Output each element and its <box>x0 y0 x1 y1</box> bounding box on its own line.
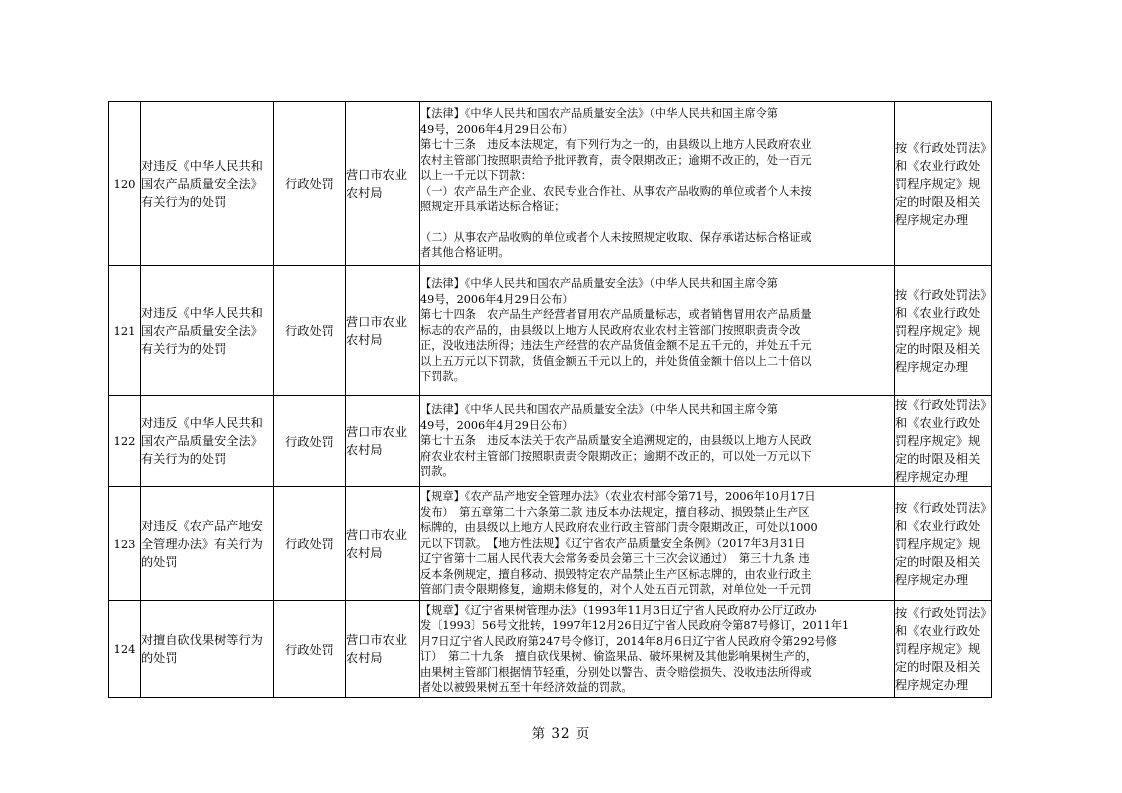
procedure-rule: 按《行政处罚法》和《农业行政处罚程序规定》规定的时限及相关程序规定办理 <box>895 601 992 698</box>
basis-line: 【法律】《中华人民共和国农产品质量安全法》（中华人民共和国主席令第 <box>420 107 778 121</box>
legal-basis <box>420 396 895 487</box>
basis-line: 农村主管部门按照职责给予批评教育，责令限期改正；逾期不改正的，处一百元 <box>420 153 812 167</box>
item-type: 行政处罚 <box>274 487 346 601</box>
basis-line: 标牌的，由县级以上地方人民政府农业行政主管部门责令限期改正，可处以1000 <box>420 521 818 535</box>
basis-line: 订） 第二十九条 擅自砍伐果树、偷盗果品、破坏果树及其他影响果树生产的， <box>420 650 818 663</box>
table-row <box>109 601 992 698</box>
table-row <box>109 487 992 601</box>
basis-line: 下罚款。 <box>420 370 465 384</box>
basis-line: 月7日辽宁省人民政府第247号令修订，2014年8月6日辽宁省人民政府令第292号修 <box>420 634 837 648</box>
basis-line: 正，没收违法所得；违法生产经营的农产品货值金额不足五千元的，并处五千元 <box>420 339 812 353</box>
basis-line: 者处以被毁果树五至十年经济效益的罚款。 <box>420 681 633 694</box>
item-name: 对违反《农产品产地安全管理办法》有关行为的处罚 <box>141 487 274 601</box>
department: 营口市农业农村局 <box>346 102 420 266</box>
procedure-rule: 按《行政处罚法》和《农业行政处罚程序规定》规定的时限及相关程序规定办理 <box>895 487 992 601</box>
table-row <box>109 396 992 487</box>
basis-line: 管部门责令限期修复，逾期未修复的，对个人处五百元罚款，对单位处一千元罚 <box>420 583 812 597</box>
basis-line: 第七十四条 农产品生产经营者冒用农产品质量标志，或者销售冒用农产品质量 <box>420 308 812 322</box>
department: 营口市农业农村局 <box>346 396 420 487</box>
basis-line: 照规定开具承诺达标合格证； <box>420 200 566 214</box>
department: 营口市农业农村局 <box>346 266 420 396</box>
item-name: 对擅自砍伐果树等行为的处罚 <box>141 601 274 698</box>
table-row <box>109 102 992 266</box>
basis-line: 49号，2006年4月29日公布） <box>420 292 574 306</box>
basis-line: 罚款。 <box>420 465 454 479</box>
item-type: 行政处罚 <box>274 266 346 396</box>
basis-line: 以上五万元以下罚款，货值金额五千元以上的，并处货值金额十倍以上二十倍以 <box>420 354 812 368</box>
procedure-rule: 按《行政处罚法》和《农业行政处罚程序规定》规定的时限及相关程序规定办理 <box>895 266 992 396</box>
legal-basis <box>420 487 895 601</box>
department: 营口市农业农村局 <box>346 601 420 698</box>
basis-blank-line <box>420 215 894 230</box>
basis-line: 第七十三条 违反本法规定，有下列行为之一的，由县级以上地方人民政府农业 <box>420 138 812 152</box>
legal-basis <box>420 601 895 698</box>
basis-line: 发布） 第五章第二十六条第二款 违反本办法规定，擅自移动、损毁禁止生产区 <box>420 505 810 519</box>
basis-line: （二）从事农产品收购的单位或者个人未按照规定收取、保存承诺达标合格证或 <box>420 230 812 244</box>
basis-line: 辽宁省第十二届人民代表大会常务委员会第三十三次会议通过） 第三十九条 违 <box>420 552 810 566</box>
basis-line: 【法律】《中华人民共和国农产品质量安全法》（中华人民共和国主席令第 <box>420 403 778 417</box>
basis-line: 发〔1993〕56号文批转，1997年12月26日辽宁省人民政府令第87号修订，2011年1 <box>420 619 850 632</box>
item-type: 行政处罚 <box>274 396 346 487</box>
row-number: 120 <box>109 102 141 266</box>
basis-line: 府农业农村主管部门按照职责责令限期改正；逾期不改正的，可以处一万元以下 <box>420 449 812 463</box>
basis-line: 以上一千元以下罚款： <box>420 169 532 183</box>
basis-line: 49号，2006年4月29日公布） <box>420 418 574 432</box>
basis-line: 49号，2006年4月29日公布） <box>420 122 574 136</box>
row-number: 124 <box>109 601 141 698</box>
item-name: 对违反《中华人民共和国农产品质量安全法》有关行为的处罚 <box>141 266 274 396</box>
basis-line: 反本条例规定，擅自移动、损毁特定农产品禁止生产区标志牌的，由农业行政主 <box>420 567 812 581</box>
row-number: 121 <box>109 266 141 396</box>
basis-line: 标志的农产品的，由县级以上地方人民政府农业农村主管部门按照职责责令改 <box>420 323 801 337</box>
table-row <box>109 266 992 396</box>
department: 营口市农业农村局 <box>346 487 420 601</box>
procedure-rule: 按《行政处罚法》和《农业行政处罚程序规定》规定的时限及相关程序规定办理 <box>895 396 992 487</box>
legal-basis <box>420 102 895 266</box>
basis-line: 第七十五条 违反本法关于农产品质量安全追溯规定的，由县级以上地方人民政 <box>420 434 812 448</box>
row-number: 123 <box>109 487 141 601</box>
procedure-rule: 按《行政处罚法》和《农业行政处罚程序规定》规定的时限及相关程序规定办理 <box>895 102 992 266</box>
basis-line: （一）农产品生产企业、农民专业合作社、从事农产品收购的单位或者个人未按 <box>420 184 812 198</box>
item-type: 行政处罚 <box>274 102 346 266</box>
row-number: 122 <box>109 396 141 487</box>
item-type: 行政处罚 <box>274 601 346 698</box>
legal-basis <box>420 266 895 396</box>
penalty-table <box>108 101 992 698</box>
basis-line: 由果树主管部门根据情节轻重，分别处以警告、责令赔偿损失、没收违法所得或 <box>420 665 812 679</box>
basis-line: 【规章】《农产品产地安全管理办法》（农业农村部令第71号，2006年10月17日 <box>420 490 816 504</box>
item-name: 对违反《中华人民共和国农产品质量安全法》有关行为的处罚 <box>141 396 274 487</box>
basis-line: 【规章】《辽宁省果树管理办法》（1993年11月3日辽宁省人民政府办公厅辽政办 <box>420 603 817 617</box>
basis-line: 元以下罚款。 【地方性法规】《辽宁省农产品质量安全条例》（2017年3月31日 <box>420 536 806 550</box>
basis-line: 【法律】《中华人民共和国农产品质量安全法》（中华人民共和国主席令第 <box>420 277 778 291</box>
item-name: 对违反《中华人民共和国农产品质量安全法》有关行为的处罚 <box>141 102 274 266</box>
page-number: 第 32 页 <box>531 726 591 742</box>
basis-line: 者其他合格证明。 <box>420 246 510 260</box>
